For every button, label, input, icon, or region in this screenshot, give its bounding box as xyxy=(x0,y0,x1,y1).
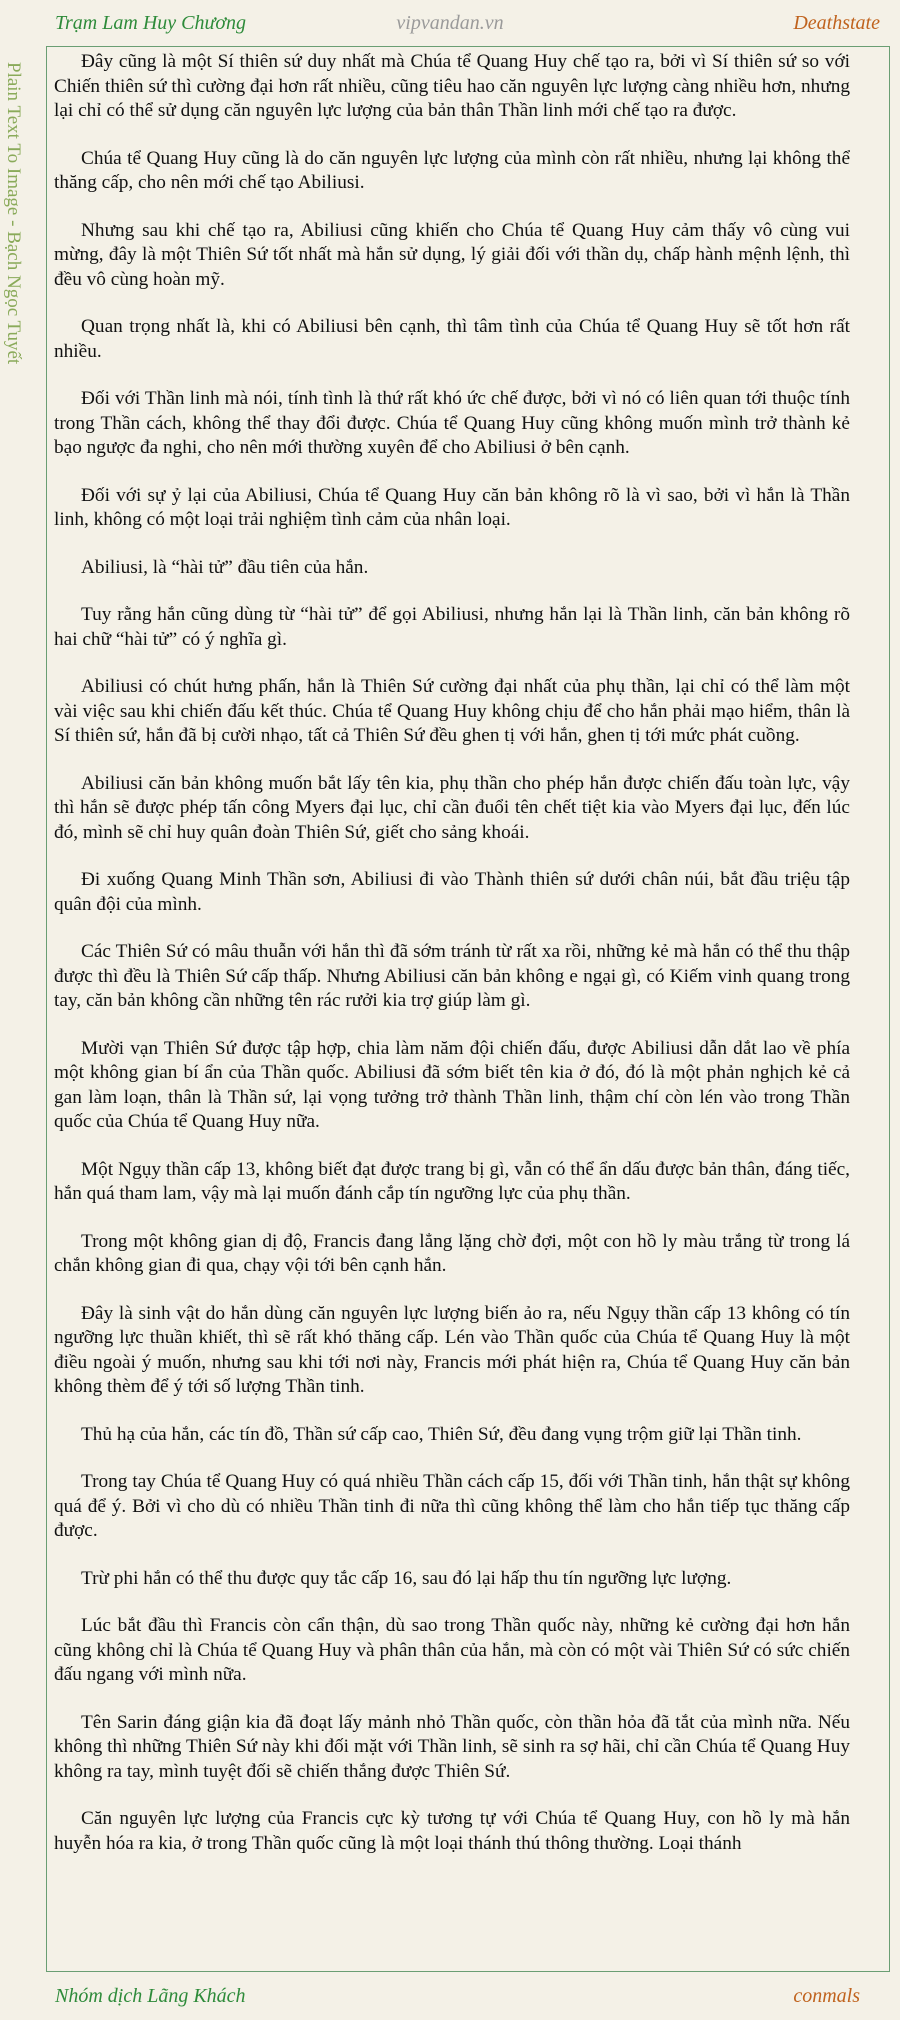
chapter-text xyxy=(54,50,850,1879)
paragraph: Đối với sự ỷ lại của Abiliusi, Chúa tể Quang Huy căn bản không rõ là vì sao, bởi vì hắn là Thần linh, không có một loại trải nghiệm tình cảm của nhân loại. xyxy=(54,484,850,530)
paragraph: Trong một không gian dị độ, Francis đang lẳng lặng chờ đợi, một con hồ ly màu trắng từ trong lá chắn không gian đi qua, chạy vội tới bên cạnh hắn. xyxy=(54,1230,850,1276)
paragraph: Tên Sarin đáng giận kia đã đoạt lấy mảnh nhỏ Thần quốc, còn thần hỏa đã tắt của mình nữa. Nếu không thì những Thiên Sứ này khi đối mặt với Thần linh, sẽ sinh ra sợ hãi, chỉ cần Chúa tể Quang Huy không ra tay, mình tuyệt đối sẽ chiến thắng được Thiên Sứ. xyxy=(54,1711,850,1782)
paragraph: Lúc bắt đầu thì Francis còn cẩn thận, dù sao trong Thần quốc này, những kẻ cường đại hơn hắn cũng không chỉ là Chúa tể Quang Huy và phân thân của hắn, mà còn có một vài Thiên Sứ có sức chiến đấu ngang với mình nữa. xyxy=(54,1615,850,1685)
paragraph: Mười vạn Thiên Sứ được tập hợp, chia làm năm đội chiến đấu, được Abiliusi dẫn dắt lao về phía một không gian bí ẩn của Thần quốc. Abiliusi đã sớm biết tên kia ở đó, đó là một phản nghịch kẻ cả gan làm loạn, thân là Thần sứ, lại vọng tưởng trở thành Thần linh, thậm chí còn lén vào trong Thần quốc của Chúa tể Quang Huy nữa. xyxy=(54,1037,850,1132)
paragraph: Đây cũng là một Sí thiên sứ duy nhất mà Chúa tể Quang Huy chế tạo ra, bởi vì Sí thiên sứ so với Chiến thiên sứ thì cường đại hơn rất nhiều, cũng tiêu hao căn nguyên lực lượng càng nhiều hơn, nhưng lại chỉ có thể sử dụng căn nguyên lực lượng của bản thân Thần linh mới chế tạo ra được. xyxy=(54,51,850,121)
paragraph: Quan trọng nhất là, khi có Abiliusi bên cạnh, thì tâm tình của Chúa tể Quang Huy sẽ tốt hơn rất nhiều. xyxy=(54,316,850,362)
paragraph: Đi xuống Quang Minh Thần sơn, Abiliusi đi vào Thành thiên sứ dưới chân núi, bắt đầu triệu tập quân đội của mình. xyxy=(54,869,850,915)
page-footer xyxy=(0,1972,900,2020)
paragraph: Abiliusi có chút hưng phấn, hắn là Thiên Sứ cường đại nhất của phụ thần, lại chỉ có thể làm một vài việc sau khi chiến đấu kết thúc. Chúa tể Quang Huy không chịu để cho hắn phải mạo hiểm, thân là Sí thiên sứ, hắn đã bị cười nhạo, tất cả Thiên Sứ đều ghen tị với hắn, ghen tị tới mức phát cuồng. xyxy=(54,676,850,746)
paragraph: Tuy rằng hắn cũng dùng từ “hài tử” để gọi Abiliusi, nhưng hắn lại là Thần linh, căn bản không rõ hai chữ “hài tử” có ý nghĩa gì. xyxy=(54,604,850,650)
book-title: Deathstate xyxy=(793,11,880,34)
paragraph: Thủ hạ của hắn, các tín đồ, Thần sứ cấp cao, Thiên Sứ, đều đang vụng trộm giữ lại Thần tinh. xyxy=(81,1423,802,1445)
story-title: Trạm Lam Huy Chương xyxy=(55,11,247,34)
paragraph: Abiliusi, là “hài tử” đầu tiên của hắn. xyxy=(81,556,369,578)
paragraph: Nhưng sau khi chế tạo ra, Abiliusi cũng khiến cho Chúa tể Quang Huy cảm thấy vô cùng vui mừng, đây là một Thiên Sứ tốt nhất mà hắn sử dụng, lý giải đối với thần dụ, chấp hành mệnh lệnh, thì đều vô cùng hoàn mỹ. xyxy=(54,219,850,290)
paragraph: Một Ngụy thần cấp 13, không biết đạt được trang bị gì, vẫn có thể ẩn dấu được bản thân, đáng tiếc, hắn quá tham lam, vậy mà lại muốn đánh cắp tín ngưỡng lực của phụ thần. xyxy=(54,1158,850,1204)
paragraph: Đây là sinh vật do hắn dùng căn nguyên lực lượng biến ảo ra, nếu Ngụy thần cấp 13 không có tín ngưỡng lực thuần khiết, thì sẽ rất khó thăng cấp. Lén vào Thần quốc của Chúa tể Quang Huy là một điều ngoài ý muốn, nhưng sau khi tới nơi này, Francis mới phát hiện ra, Chúa tể Quang Huy căn bản không thèm để ý tới số lượng Thần tinh. xyxy=(54,1302,850,1397)
side-label-text: Plain Text To Image - Bạch Ngọc Tuyết xyxy=(3,62,24,365)
paragraph: Abiliusi căn bản không muốn bắt lấy tên kia, phụ thần cho phép hắn được chiến đấu toàn lực, vậy thì hắn sẽ được phép tấn công Myers đại lục, chỉ cần đuổi tên chết tiệt kia vào Myers đại lục, đến lúc đó, mình sẽ chỉ huy quân đoàn Thiên Sứ, giết cho sảng khoái. xyxy=(54,772,850,843)
uploader-name: conmals xyxy=(793,1984,860,2007)
paragraph: Các Thiên Sứ có mâu thuẫn với hắn thì đã sớm tránh từ rất xa rồi, những kẻ mà hắn có thể thu thập được thì đều là Thiên Sứ cấp thấp. Nhưng Abiliusi căn bản không e ngại gì, có Kiếm vinh quang trong tay, căn bản không cần những tên rác rưởi kia trợ giúp làm gì. xyxy=(54,941,850,1011)
paragraph: Trừ phi hắn có thể thu được quy tắc cấp 16, sau đó lại hấp thu tín ngưỡng lực lượng. xyxy=(81,1567,732,1589)
paragraph: Trong tay Chúa tể Quang Huy có quá nhiều Thần cách cấp 15, đối với Thần tinh, hắn thật sự không quá để ý. Bởi vì cho dù có nhiều Thần tinh đi nữa thì cũng không thể làm cho hắn tiếp tục thăng cấp được. xyxy=(54,1471,850,1541)
translation-group: Nhóm dịch Lãng Khách xyxy=(55,1984,246,2007)
page-header xyxy=(0,0,900,46)
paragraph: Chúa tể Quang Huy cũng là do căn nguyên lực lượng của mình còn rất nhiều, nhưng lại không thể thăng cấp, cho nên mới chế tạo Abiliusi. xyxy=(54,147,850,193)
paragraph: Đối với Thần linh mà nói, tính tình là thứ rất khó ức chế được, bởi vì nó có liên quan tới thuộc tính trong Thần cách, không thể thay đổi được. Chúa tể Quang Huy cũng không muốn mình trở thành kẻ bạo ngược đa nghi, cho nên mới thường xuyên để cho Abiliusi ở bên cạnh. xyxy=(54,388,850,458)
site-name: vipvandan.vn xyxy=(396,11,504,34)
paragraph: Căn nguyên lực lượng của Francis cực kỳ tương tự với Chúa tể Quang Huy, con hồ ly mà hắn huyễn hóa ra kia, ở trong Thần quốc cũng là một loại thánh thú thông thường. Loại thánh xyxy=(54,1808,850,1854)
